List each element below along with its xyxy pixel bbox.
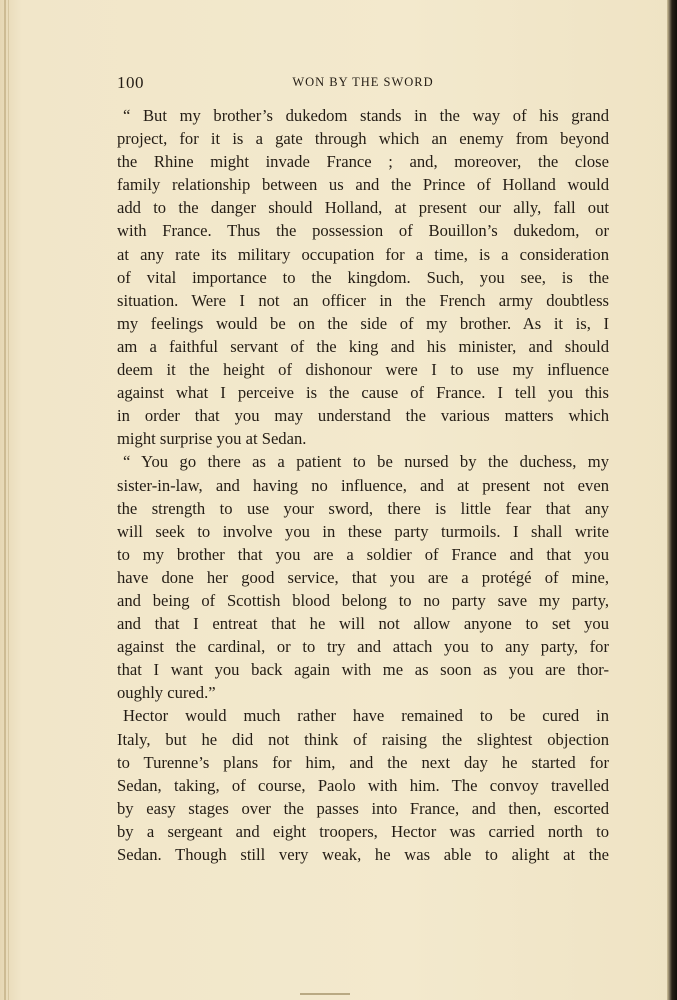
text-line: and being of Scottish blood belong to no party save my party, <box>117 590 609 610</box>
text-line: sister-in-law, and having no influence, and at present not even <box>117 475 609 495</box>
text-line: to my brother that you are a soldier of France and that you <box>117 544 609 564</box>
text-line: and that I entreat that he will not allow anyone to set you <box>117 614 609 634</box>
text-line: my feelings would be on the side of my brother. As it is, I <box>117 313 609 333</box>
text-line: Sedan, taking, of course, Paolo with him. The convoy travelled <box>117 775 609 795</box>
text-line: have done her good service, that you are a protégé of mine, <box>117 567 609 587</box>
text-line: with France. Thus the possession of Bouillon’s dukedom, or <box>117 221 609 241</box>
text-line: Hector would much rather have remained to be cured in <box>123 706 609 726</box>
text-line: deem it the height of dishonour were I to use my influence <box>117 360 609 380</box>
text-line: oughly cured.” <box>117 683 216 703</box>
text-line: against the cardinal, or to try and attach you to any party, for <box>117 637 609 657</box>
text-line: against what I perceive is the cause of France. I tell you this <box>117 383 609 403</box>
binding-edge-line <box>8 0 9 1000</box>
text-line: family relationship between us and the Prince of Holland would <box>117 175 609 195</box>
running-title: WON BY THE SWORD <box>292 75 434 89</box>
running-head <box>117 73 609 93</box>
text-line: the strength to use your sword, there is little fear that any <box>117 498 609 518</box>
body-text <box>117 104 609 866</box>
text-line: am a faithful servant of the king and his minister, and should <box>117 336 609 356</box>
page-number: 100 <box>117 73 144 92</box>
text-line: might surprise you at Sedan. <box>117 429 307 449</box>
bottom-page-mark <box>300 993 350 995</box>
text-line: Italy, but he did not think of raising the slightest objection <box>117 729 609 749</box>
page-right-edge <box>667 0 677 1000</box>
text-line: add to the danger should Holland, at present our ally, fall out <box>117 198 609 218</box>
text-line: Sedan. Though still very weak, he was able to alight at the <box>117 845 609 864</box>
text-line: by easy stages over the passes into France, and then, escorted <box>117 798 609 818</box>
text-line: situation. Were I not an officer in the French army doubtless <box>117 290 609 310</box>
text-line: by a sergeant and eight troopers, Hector was carried north to <box>117 821 609 841</box>
text-line: at any rate its military occupation for a time, is a consideration <box>117 244 609 264</box>
text-line: “ But my brother’s dukedom stands in the way of his grand <box>123 106 609 125</box>
text-line: that I want you back again with me as soon as you are thor- <box>117 660 609 680</box>
text-line: of vital importance to the kingdom. Such, you see, is the <box>117 267 609 287</box>
text-line: in order that you may understand the various matters which <box>117 406 609 426</box>
text-line: to Turenne’s plans for him, and the next day he started for <box>117 752 609 772</box>
text-line: the Rhine might invade France ; and, moreover, the close <box>117 152 609 172</box>
text-line: project, for it is a gate through which an enemy from beyond <box>117 129 609 149</box>
binding-edge-line <box>4 0 6 1000</box>
text-line: “ You go there as a patient to be nursed by the duchess, my <box>123 452 609 472</box>
text-line: will seek to involve you in these party turmoils. I shall write <box>117 521 609 541</box>
